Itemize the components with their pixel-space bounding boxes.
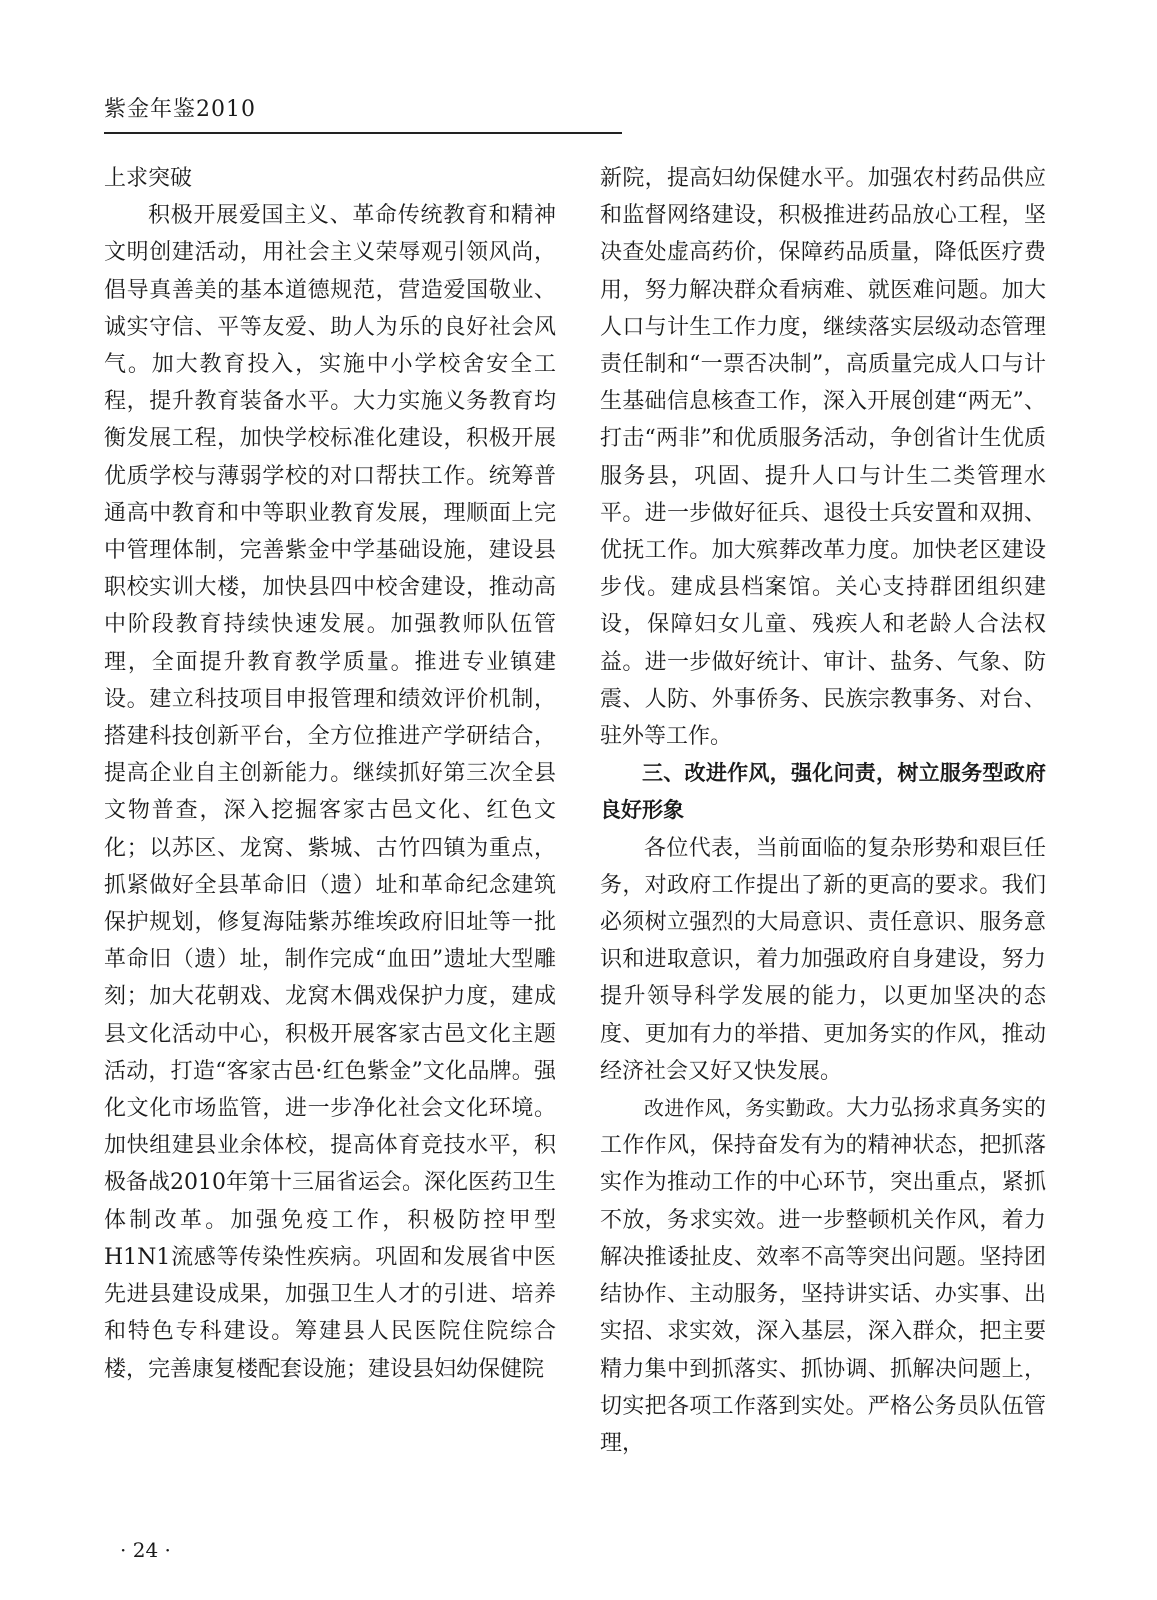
left-para-main: 积极开展爱国主义、革命传统教育和精神文明创建活动，用社会主义荣辱观引领风尚，倡导真善美的基本道德规范，营造爱国敬业、诚实守信、平等友爱、助人为乐的良好社会风气。加大教育投入，实施中小学校舍安全工程，提升教育装备水平。大力实施义务教育均衡发展工程，加快学校标准化建设，积极开展优质学校与薄弱学校的对口帮扶工作。统筹普通高中教育和中等职业教育发展，理顺面上完中管理体制，完善紫金中学基础设施，建设县职校实训大楼，加快县四中校舍建设，推动高中阶段教育持续快速发展。加强教师队伍管理，全面提升教育教学质量。推进专业镇建设。建立科技项目申报管理和绩效评价机制，搭建科技创新平台，全方位推进产学研结合，提高企业自主创新能力。继续抓好第三次全县文物普查，深入挖掘客家古邑文化、红色文化；以苏区、龙窝、紫城、古竹四镇为重点，抓紧做好全县革命旧（遗）址和革命纪念建筑保护规划，修复海陆紫苏维埃政府旧址等一批革命旧（遗）址，制作完成“血田”遗址大型雕刻；加大花朝戏、龙窝木偶戏保护力度，建成县文化活动中心，积极开展客家古邑文化主题活动，打造“客家古邑·红色紫金”文化品牌。强化文化市场监管，进一步净化社会文化环境。加快组建县业余体校，提高体育竞技水平，积极备战2010年第十三届省运会。深化医药卫生体制改革。加强免疫工作，积极防控甲型H1N1流感等传染性疾病。巩固和发展省中医先进县建设成果，加强卫生人才的引进、培养和特色专科建设。筹建县人民医院住院综合楼，完善康复楼配套设施；建设县妇幼保健院 [104, 203, 556, 1382]
para-lead-phrase: 改进作风，务实勤政。 [644, 1096, 847, 1121]
left-column [104, 160, 556, 1388]
page-number: · 24 · [120, 1538, 171, 1562]
para-body: 大力弘扬求真务实的工作作风，保持奋发有为的精神状态，把抓落实作为推动工作的中心环节，突出重点，紧抓不放，务求实效。进一步整顿机关作风，着力解决推诿扯皮、效率不高等突出问题。坚持团结协作、主动服务，坚持讲实话、办实事、出实招、求实效，深入基层，深入群众，把主要精力集中到抓落实、抓协调、抓解决问题上，切实把各项工作落到实处。严格公务员队伍管理， [600, 1096, 1046, 1456]
right-para-style [600, 1090, 1046, 1462]
section-heading: 三、改进作风，强化问责，树立服务型政府良好形象 [600, 761, 1046, 823]
running-header: 紫金年鉴2010 [104, 97, 256, 122]
header-rule [104, 132, 622, 134]
right-para-representatives: 各位代表，当前面临的复杂形势和艰巨任务，对政府工作提出了新的更高的要求。我们必须树立强烈的大局意识、责任意识、服务意识和进取意识，着力加强政府自身建设，努力提升领导科学发展的能力，以更加坚决的态度、更加有力的举措、更加务实的作风，推动经济社会又好又快发展。 [600, 835, 1046, 1084]
left-para-continuation: 上求突破 [104, 166, 193, 191]
right-para-continuation: 新院，提高妇幼保健水平。加强农村药品供应和监督网络建设，积极推进药品放心工程，坚决查处虚高药价，保障药品质量，降低医疗费用，努力解决群众看病难、就医难问题。加大人口与计生工作力度，继续落实层级动态管理责任制和“一票否决制”，高质量完成人口与计生基础信息核查工作，深入开展创建“两无”、打击“两非”和优质服务活动，争创省计生优质服务县，巩固、提升人口与计生二类管理水平。进一步做好征兵、退役士兵安置和双拥、优抚工作。加大殡葬改革力度。加快老区建设步伐。建成县档案馆。关心支持群团组织建设，保障妇女儿童、残疾人和老龄人合法权益。进一步做好统计、审计、盐务、气象、防震、人防、外事侨务、民族宗教事务、对台、驻外等工作。 [600, 166, 1046, 750]
right-column [600, 160, 1046, 1462]
